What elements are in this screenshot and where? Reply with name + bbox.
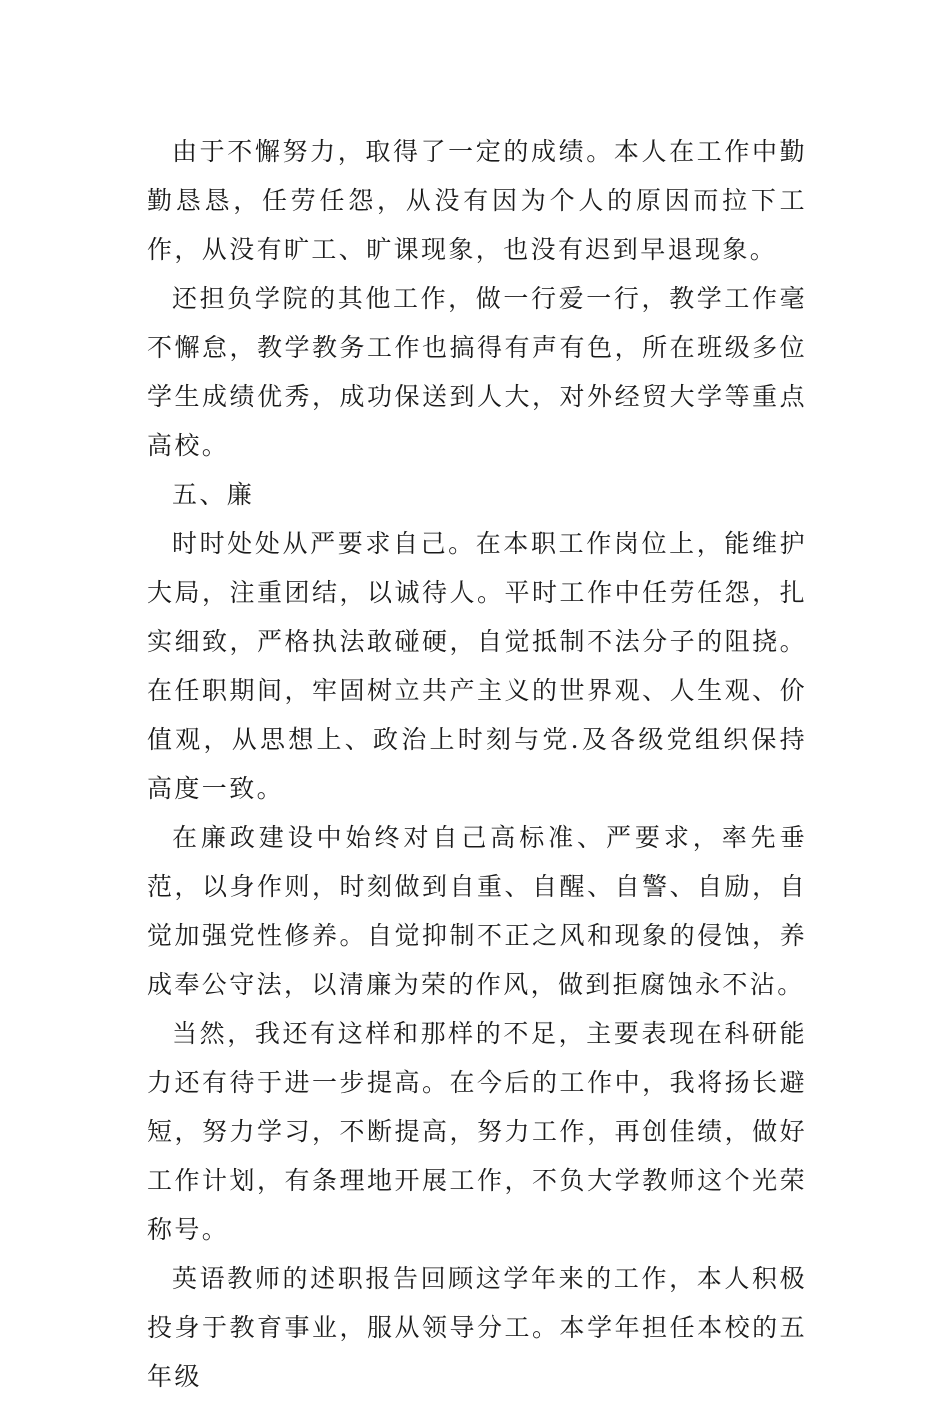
paragraph-strict-requirements: 时时处处从严要求自己。在本职工作岗位上，能维护大局，注重团结，以诚待人。平时工作中任劳任怨，扎实细致，严格执法敢碰硬，自觉抵制不法分子的阻挠。在任职期间，牢固树立共产主义的世界观、人生观、价值观，从思想上、政治上时刻与党.及各级党组织保持高度一致。 [147,529,807,803]
section-heading-integrity: 五、廉 [172,480,255,509]
paragraph-other-work: 还担负学院的其他工作，做一行爱一行，教学工作毫不懈怠，教学教务工作也搞得有声有色，所在班级多位学生成绩优秀，成功保送到人大，对外经贸大学等重点高校。 [147,284,807,460]
paragraph-diligence: 由于不懈努力，取得了一定的成绩。本人在工作中勤勤恳恳，任劳任怨，从没有因为个人的原因而拉下工作，从没有旷工、旷课现象，也没有迟到早退现象。 [147,137,807,264]
paragraph-shortcomings: 当然，我还有这样和那样的不足，主要表现在科研能力还有待于进一步提高。在今后的工作中，我将扬长避短，努力学习，不断提高，努力工作，再创佳绩，做好工作计划，有条理地开展工作，不负大学教师这个光荣称号。 [147,1019,807,1244]
paragraph-clean-government: 在廉政建设中始终对自己高标准、严要求，率先垂范，以身作则，时刻做到自重、自醒、自警、自励，自觉加强党性修养。自觉抑制不正之风和现象的侵蚀，养成奉公守法，以清廉为荣的作风，做到拒腐蚀永不沾。 [147,823,807,999]
document-body [147,127,807,1401]
paragraph-english-teacher-report: 英语教师的述职报告回顾这学年来的工作，本人积极投身于教育事业，服从领导分工。本学年担任本校的五年级 [147,1264,807,1391]
